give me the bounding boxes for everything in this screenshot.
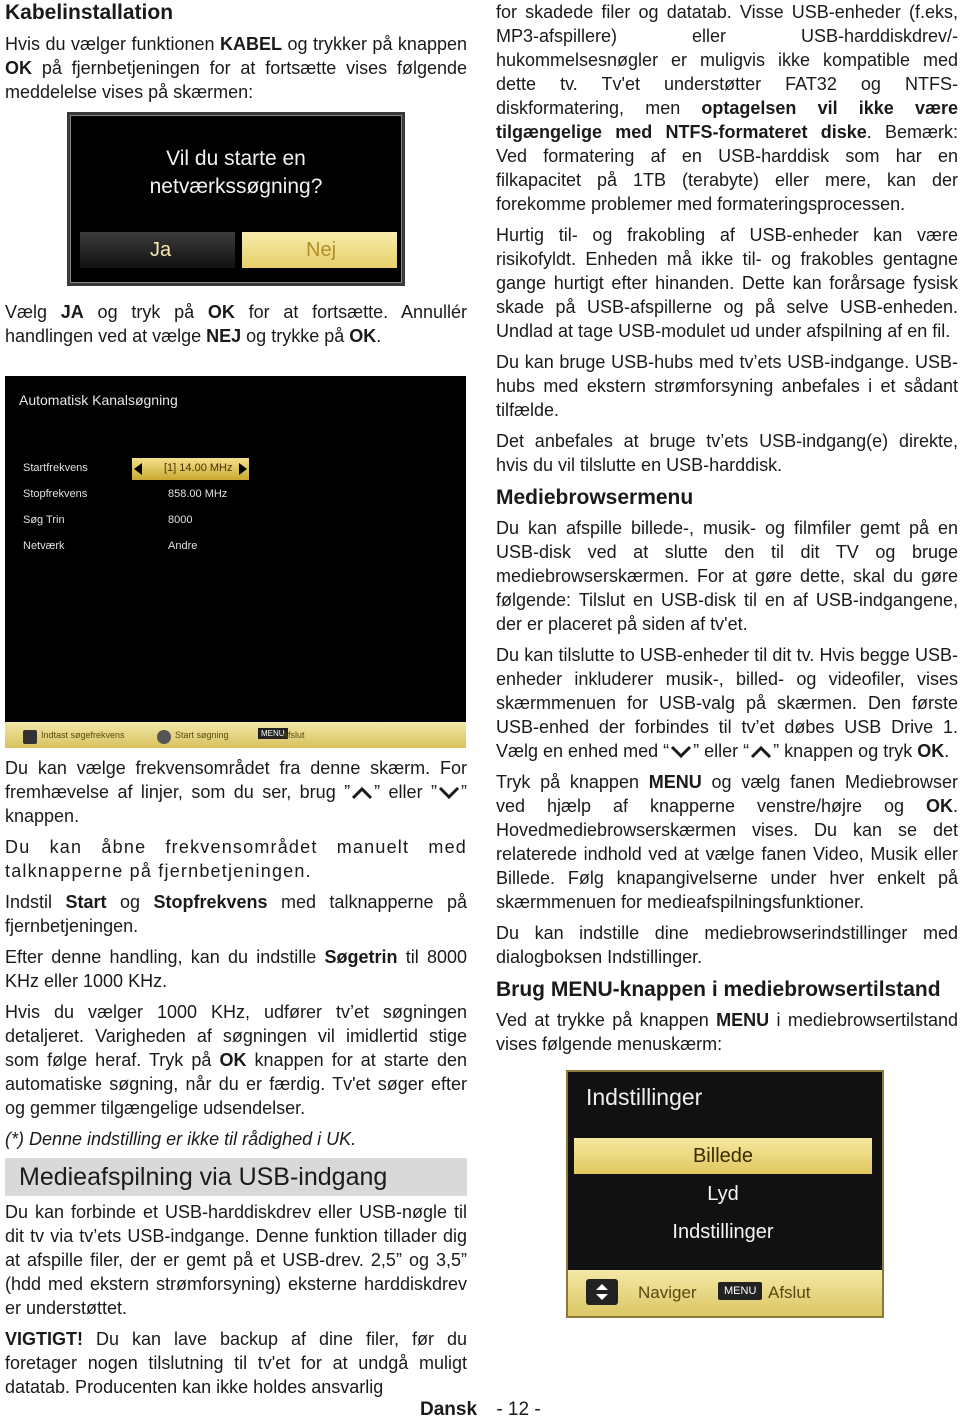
paragraph-search-step: Efter denne handling, kan du indstille Søgetrin til 8000 KHz eller 1000 KHz. [5, 947, 467, 991]
chevron-up-icon [749, 745, 773, 759]
scan-title: Automatisk Kanalsøgning [19, 392, 178, 408]
arrow-right-icon [239, 463, 247, 475]
menu-item-picture: Billede [574, 1138, 872, 1174]
paragraph-menu-screen: Ved at trykke på knappen MENU i mediebrowsertilstand vises følgende menuskærm: [496, 1010, 958, 1054]
ok-key-text: OK [917, 741, 945, 761]
paragraph-hot-plug: Hurtig til- og frakobling af USB-enheder kan være risikofyldt. Enheden må ikke til- og frakobles gentagne gange hurtigt efter hinanden. Dette kan forårsage fysisk skade på USB-afspillerne og på selve USB-enheden. Undlad at tage USB-modulet ud under afspilning af en fil. [496, 225, 958, 341]
scan-row-value: 858.00 MHz [168, 488, 228, 500]
dialog-no-button: Nej [242, 232, 397, 268]
footer-exit: Afslut [282, 730, 305, 740]
arrow-left-icon [134, 463, 142, 475]
scan-row-value: 8000 [168, 514, 193, 526]
chevron-up-icon [350, 786, 374, 800]
right-column [496, 0, 958, 1318]
text-segment: ” eller “ [693, 741, 750, 761]
text-segment: Du kan vælge frekvensområdet fra denne skærm. For fremhævelse af linjer, som du ser, brug ” [5, 758, 467, 802]
ok-key-icon [157, 730, 171, 744]
menu-key-icon: MENU [718, 1282, 762, 1300]
settings-menu-footer [568, 1270, 882, 1316]
text-segment: . [944, 741, 950, 761]
numeric-keys-icon [23, 730, 37, 744]
scan-row-label: Søg Trin [23, 514, 65, 526]
paragraph-frequency-range [5, 756, 467, 828]
text-segment: ” knappen og tryk [773, 741, 918, 761]
footer-exit: Afslut [768, 1283, 811, 1302]
page-footer [420, 1399, 541, 1421]
scan-row-value: [1] 14.00 MHz [164, 462, 233, 474]
page-number: - 12 - [496, 1399, 541, 1420]
text-segment: ” knappen. [5, 782, 467, 826]
footer-language: Dansk [420, 1399, 478, 1420]
dialog-question [70, 145, 402, 201]
footer-navigate: Naviger [638, 1283, 697, 1302]
chevron-down-icon [669, 745, 693, 759]
heading-usb-playback: Medieafspilning via USB-indgang [5, 1158, 467, 1196]
paragraph-direct-input: Det anbefales at bruge tv’ets USB-indgang(e) direkte, hvis du vil tilslutte en USB-harddisk. [496, 431, 958, 475]
paragraph-manual-frequency: Du kan åbne frekvensområdet manuelt med talknapperne på fjernbetjeningen. [5, 837, 467, 881]
dialog-question-line1: Vil du starte en [166, 147, 306, 170]
paragraph-settings-dialog: Du kan indstille dine mediebrowserindstillinger med dialogboksen Indstillinger. [496, 923, 958, 967]
scan-row-label: Startfrekvens [23, 462, 88, 474]
scan-selection-bar [132, 458, 249, 480]
footer-start-search: Start søgning [175, 730, 229, 740]
paragraph-media-browser: Du kan afspille billede-, musik- og filmfiler gemt på en USB-disk ved at slutte den til dit TV og bruge mediebrowserskærmen. For at gøre dette, skal du gøre følgende: Tilslut en USB-disk til en af USB-indgangene, der er placeret på siden af tv'et. [496, 518, 958, 634]
settings-menu-title: Indstillinger [586, 1084, 703, 1110]
menu-item-settings: Indstillinger [672, 1221, 774, 1243]
left-column [5, 0, 467, 1406]
navigate-arrows-icon [586, 1279, 618, 1305]
network-search-dialog [67, 112, 405, 286]
heading-menu-button: Brug MENU-knappen i mediebrowsertilstand [496, 978, 941, 1001]
dialog-question-line2: netværkssøgning? [149, 175, 323, 198]
paragraph-usb-hubs: Du kan bruge USB-hubs med tv’ets USB-indgange. USB-hubs med ekstern strømforsyning anbefales i et sådant tilfælde. [496, 352, 958, 420]
paragraph-two-devices [496, 643, 958, 763]
paragraph-usb-compat: for skadede filer og datatab. Visse USB-enheder (f.eks, MP3-afspillere) eller USB-harddiskdrev/-hukommelsesnøgler er muligvis ikke kompatible med dette tv. Tv'et understøtter FAT32 og NTFS-diskformatering, men optagelsen vil ikke være tilgængelige med NTFS-formateret diske. Bemærk: Ved formatering af en USB-harddisk som har en filkapacitet på 1TB (terabyte) eller mere, kan der forekomme problemer med formateringsprocessen. [496, 2, 959, 214]
paragraph-menu-tabs: Tryk på knappen MENU og vælg fanen Mediebrowser ved hjælp af knapperne venstre/højre og OK. Hovedmediebrowserskærmen vises. Du kan se det relaterede indhold ved at vælge fanen Video, Musik eller Billede. Følg knapangivelserne under hver enkelt på skærmmenuen for medieafspilningsfunktioner. [496, 772, 958, 912]
scan-footer [5, 722, 466, 748]
heading-media-browser: Mediebrowsermenu [496, 486, 694, 509]
text-segment: Du kan tilslutte to USB-enheder til dit tv. Hvis begge USB-enheder inkluderer musik-, billed- og videofiler, vises skærmmenuen for USB-valg på skærmen. Den første USB-enhed der forbindes til tv’et døbes USB Drive 1. Vælg en enhed med “ [496, 645, 958, 761]
menu-key-icon: MENU [258, 728, 288, 739]
footer-enter-frequency: Indtast søgefrekvens [41, 730, 125, 740]
paragraph-start-stop: Indstil Start og Stopfrekvens med talknapperne på fjernbetjeningen. [5, 892, 467, 936]
paragraph-uk-note: (*) Denne indstilling er ikke til rådighed i UK. [5, 1129, 357, 1149]
paragraph-select-ja: Vælg JA og tryk på OK for at fortsætte. Annullér handlingen ved at vælge NEJ og trykke på OK. [5, 302, 467, 346]
auto-channel-scan-screen [5, 376, 466, 748]
chevron-down-icon [437, 786, 461, 800]
paragraph-detailed-search: Hvis du vælger 1000 KHz, udfører tv’et søgningen detaljeret. Varigheden af søgningen vil imidlertid stige som følge heraf. Tryk på OK knappen for at starte den automatiske søgning, når du er færdig. Tv'et søger efter og gemmer tilgængelige udsendelser. [5, 1002, 467, 1118]
paragraph-usb-connect: Du kan forbinde et USB-harddiskdrev eller USB-nøgle til dit tv via tv’ets USB-indgange. Denne funktion tillader dig at afspille filer, der er gemt på et USB-drev. 2,5” og 3,5” (hdd med ekstern strømforsyning) eksterne harddiskdrev er understøttet. [5, 1202, 467, 1318]
dialog-yes-button: Ja [80, 232, 235, 268]
scan-row-label: Stopfrekvens [23, 488, 88, 500]
heading-kabelinstallation: Kabelinstallation [5, 1, 174, 24]
scan-row-label: Netværk [23, 540, 65, 552]
menu-item-sound: Lyd [707, 1183, 739, 1205]
settings-menu-screen [566, 1070, 884, 1318]
text-segment: ” eller ” [374, 782, 437, 802]
paragraph-kabel-intro: Hvis du vælger funktionen KABEL og trykker på knappen OK på fjernbetjeningen for at fortsætte vises følgende meddelelse vises på skærmen: [5, 34, 467, 102]
scan-row-value: Andre [168, 540, 198, 552]
paragraph-important: VIGTIGT! Du kan lave backup af dine filer, før du foretager nogen tilslutning til tv'et for at undgå muligt datatab. Producenten kan ikke holdes ansvarlig [5, 1329, 467, 1397]
